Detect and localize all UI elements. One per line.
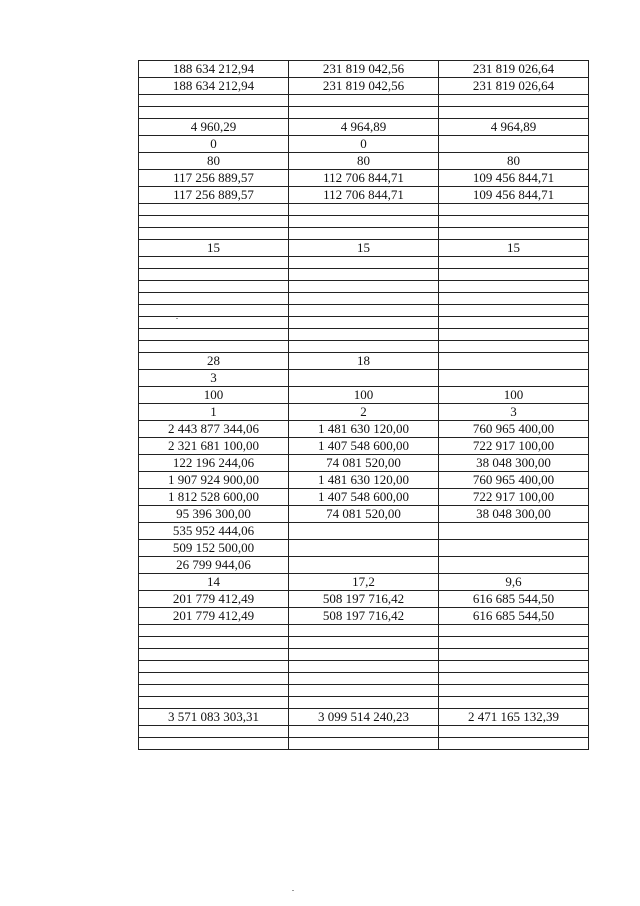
table-cell: 18 bbox=[289, 353, 439, 370]
table-cell bbox=[289, 204, 439, 216]
table-cell: 3 571 083 303,31 bbox=[139, 709, 289, 726]
table-cell bbox=[439, 637, 589, 649]
table-cell: 15 bbox=[439, 240, 589, 257]
table-cell bbox=[289, 281, 439, 293]
table-cell: 100 bbox=[439, 387, 589, 404]
table-cell bbox=[289, 661, 439, 673]
table-cell bbox=[289, 95, 439, 107]
data-table-body bbox=[139, 61, 589, 750]
table-row bbox=[139, 523, 589, 540]
table-cell bbox=[439, 726, 589, 738]
table-cell: 80 bbox=[289, 153, 439, 170]
table-cell: 760 965 400,00 bbox=[439, 472, 589, 489]
table-cell: 4 964,89 bbox=[289, 119, 439, 136]
table-cell: 1 812 528 600,00 bbox=[139, 489, 289, 506]
table-row bbox=[139, 329, 589, 341]
table-cell bbox=[289, 305, 439, 317]
table-cell bbox=[439, 685, 589, 697]
table-row bbox=[139, 472, 589, 489]
table-row bbox=[139, 257, 589, 269]
table-cell bbox=[289, 557, 439, 574]
table-cell bbox=[139, 726, 289, 738]
table-cell bbox=[439, 673, 589, 685]
table-cell: 1 407 548 600,00 bbox=[289, 438, 439, 455]
table-row bbox=[139, 697, 589, 709]
table-cell: 112 706 844,71 bbox=[289, 170, 439, 187]
table-row bbox=[139, 625, 589, 637]
table-cell: 616 685 544,50 bbox=[439, 591, 589, 608]
table-cell: 112 706 844,71 bbox=[289, 187, 439, 204]
table-cell: 3 099 514 240,23 bbox=[289, 709, 439, 726]
table-cell bbox=[289, 649, 439, 661]
table-row bbox=[139, 305, 589, 317]
table-row bbox=[139, 204, 589, 216]
table-row bbox=[139, 78, 589, 95]
table-cell: 100 bbox=[139, 387, 289, 404]
table-cell: 0 bbox=[289, 136, 439, 153]
table-cell bbox=[289, 228, 439, 240]
table-cell: 201 779 412,49 bbox=[139, 608, 289, 625]
table-cell: 0 bbox=[139, 136, 289, 153]
table-cell bbox=[139, 216, 289, 228]
table-cell bbox=[139, 293, 289, 305]
table-cell bbox=[439, 281, 589, 293]
table-cell: 508 197 716,42 bbox=[289, 591, 439, 608]
table-cell bbox=[439, 317, 589, 329]
table-cell: 15 bbox=[139, 240, 289, 257]
table-cell bbox=[139, 637, 289, 649]
table-cell bbox=[439, 269, 589, 281]
table-cell bbox=[289, 293, 439, 305]
table-cell: 2 471 165 132,39 bbox=[439, 709, 589, 726]
table-cell: 722 917 100,00 bbox=[439, 438, 589, 455]
table-cell: 1 907 924 900,00 bbox=[139, 472, 289, 489]
table-row bbox=[139, 540, 589, 557]
table-cell bbox=[439, 329, 589, 341]
table-cell bbox=[139, 281, 289, 293]
table-cell: 28 bbox=[139, 353, 289, 370]
table-cell: 722 917 100,00 bbox=[439, 489, 589, 506]
table-cell: 74 081 520,00 bbox=[289, 506, 439, 523]
table-cell bbox=[289, 540, 439, 557]
table-cell bbox=[139, 107, 289, 119]
table-cell bbox=[439, 216, 589, 228]
scan-speck bbox=[176, 318, 178, 319]
table-cell: 38 048 300,00 bbox=[439, 455, 589, 472]
table-row bbox=[139, 370, 589, 387]
scan-speck bbox=[292, 890, 294, 891]
table-cell bbox=[139, 649, 289, 661]
table-cell bbox=[289, 341, 439, 353]
table-row bbox=[139, 317, 589, 329]
table-cell: 1 481 630 120,00 bbox=[289, 472, 439, 489]
table-cell: 760 965 400,00 bbox=[439, 421, 589, 438]
table-cell: 1 bbox=[139, 404, 289, 421]
table-cell bbox=[139, 204, 289, 216]
table-row bbox=[139, 489, 589, 506]
table-cell bbox=[139, 625, 289, 637]
table-row bbox=[139, 673, 589, 685]
table-cell: 509 152 500,00 bbox=[139, 540, 289, 557]
table-cell bbox=[139, 228, 289, 240]
table-row bbox=[139, 353, 589, 370]
table-cell: 100 bbox=[289, 387, 439, 404]
table-cell bbox=[289, 370, 439, 387]
table-row bbox=[139, 608, 589, 625]
table-cell: 109 456 844,71 bbox=[439, 187, 589, 204]
table-cell bbox=[439, 107, 589, 119]
table-cell bbox=[439, 204, 589, 216]
table-row bbox=[139, 438, 589, 455]
table-cell bbox=[439, 95, 589, 107]
table-cell bbox=[139, 341, 289, 353]
table-cell bbox=[289, 673, 439, 685]
table-row bbox=[139, 187, 589, 204]
table-cell bbox=[439, 370, 589, 387]
table-row bbox=[139, 240, 589, 257]
table-cell bbox=[289, 738, 439, 750]
table-cell: 2 443 877 344,06 bbox=[139, 421, 289, 438]
table-row bbox=[139, 591, 589, 608]
table-row bbox=[139, 649, 589, 661]
table-cell: 14 bbox=[139, 574, 289, 591]
table-row bbox=[139, 216, 589, 228]
table-cell bbox=[289, 637, 439, 649]
table-cell: 201 779 412,49 bbox=[139, 591, 289, 608]
table-row bbox=[139, 421, 589, 438]
table-cell: 109 456 844,71 bbox=[439, 170, 589, 187]
table-cell bbox=[289, 329, 439, 341]
table-cell bbox=[439, 661, 589, 673]
table-row bbox=[139, 228, 589, 240]
table-cell bbox=[139, 317, 289, 329]
table-row bbox=[139, 637, 589, 649]
table-cell: 122 196 244,06 bbox=[139, 455, 289, 472]
table-cell bbox=[289, 317, 439, 329]
table-cell: 508 197 716,42 bbox=[289, 608, 439, 625]
table-cell: 15 bbox=[289, 240, 439, 257]
table-row bbox=[139, 107, 589, 119]
table-row bbox=[139, 726, 589, 738]
table-cell bbox=[439, 557, 589, 574]
table-row bbox=[139, 387, 589, 404]
table-row bbox=[139, 404, 589, 421]
table-cell bbox=[139, 673, 289, 685]
table-row bbox=[139, 709, 589, 726]
table-cell bbox=[439, 625, 589, 637]
table-cell: 9,6 bbox=[439, 574, 589, 591]
table-cell: 3 bbox=[439, 404, 589, 421]
table-cell bbox=[289, 523, 439, 540]
table-row bbox=[139, 661, 589, 673]
table-cell: 38 048 300,00 bbox=[439, 506, 589, 523]
table-row bbox=[139, 95, 589, 107]
table-cell: 188 634 212,94 bbox=[139, 78, 289, 95]
table-cell bbox=[139, 685, 289, 697]
table-cell: 74 081 520,00 bbox=[289, 455, 439, 472]
table-row bbox=[139, 281, 589, 293]
table-cell bbox=[439, 257, 589, 269]
table-cell bbox=[439, 228, 589, 240]
table-cell: 231 819 042,56 bbox=[289, 78, 439, 95]
table-cell: 231 819 026,64 bbox=[439, 78, 589, 95]
table-row bbox=[139, 170, 589, 187]
table-cell bbox=[139, 738, 289, 750]
table-row bbox=[139, 119, 589, 136]
table-row bbox=[139, 61, 589, 78]
table-cell: 2 bbox=[289, 404, 439, 421]
data-table bbox=[138, 60, 589, 750]
table-cell: 80 bbox=[439, 153, 589, 170]
table-cell bbox=[439, 649, 589, 661]
table-cell: 1 407 548 600,00 bbox=[289, 489, 439, 506]
table-cell bbox=[139, 269, 289, 281]
table-row bbox=[139, 341, 589, 353]
table-row bbox=[139, 455, 589, 472]
table-cell bbox=[289, 269, 439, 281]
table-cell bbox=[289, 216, 439, 228]
table-row bbox=[139, 506, 589, 523]
table-cell bbox=[439, 738, 589, 750]
table-cell: 231 819 026,64 bbox=[439, 61, 589, 78]
table-cell bbox=[439, 523, 589, 540]
table-row bbox=[139, 136, 589, 153]
table-cell bbox=[439, 540, 589, 557]
table-cell: 26 799 944,06 bbox=[139, 557, 289, 574]
table-cell bbox=[289, 726, 439, 738]
table-row bbox=[139, 269, 589, 281]
table-cell bbox=[289, 257, 439, 269]
table-cell bbox=[139, 95, 289, 107]
table-cell: 4 964,89 bbox=[439, 119, 589, 136]
table-cell: 80 bbox=[139, 153, 289, 170]
table-cell bbox=[139, 329, 289, 341]
table-cell: 188 634 212,94 bbox=[139, 61, 289, 78]
table-cell bbox=[139, 257, 289, 269]
table-cell bbox=[439, 136, 589, 153]
table-cell: 2 321 681 100,00 bbox=[139, 438, 289, 455]
table-row bbox=[139, 685, 589, 697]
table-row bbox=[139, 574, 589, 591]
table-cell bbox=[439, 305, 589, 317]
table-cell bbox=[289, 685, 439, 697]
table-cell bbox=[139, 661, 289, 673]
table-cell bbox=[439, 341, 589, 353]
table-cell bbox=[439, 293, 589, 305]
table-cell: 616 685 544,50 bbox=[439, 608, 589, 625]
table-cell bbox=[289, 697, 439, 709]
table-cell bbox=[439, 697, 589, 709]
table-cell: 17,2 bbox=[289, 574, 439, 591]
table-cell: 117 256 889,57 bbox=[139, 170, 289, 187]
table-row bbox=[139, 738, 589, 750]
table-cell bbox=[139, 305, 289, 317]
table-cell: 4 960,29 bbox=[139, 119, 289, 136]
table-cell: 95 396 300,00 bbox=[139, 506, 289, 523]
table-cell bbox=[289, 107, 439, 119]
table-row bbox=[139, 153, 589, 170]
table-cell: 231 819 042,56 bbox=[289, 61, 439, 78]
table-cell bbox=[439, 353, 589, 370]
table-row bbox=[139, 293, 589, 305]
table-cell: 1 481 630 120,00 bbox=[289, 421, 439, 438]
table-cell: 3 bbox=[139, 370, 289, 387]
table-row bbox=[139, 557, 589, 574]
table-cell: 535 952 444,06 bbox=[139, 523, 289, 540]
table-cell bbox=[289, 625, 439, 637]
table-cell bbox=[139, 697, 289, 709]
table-cell: 117 256 889,57 bbox=[139, 187, 289, 204]
